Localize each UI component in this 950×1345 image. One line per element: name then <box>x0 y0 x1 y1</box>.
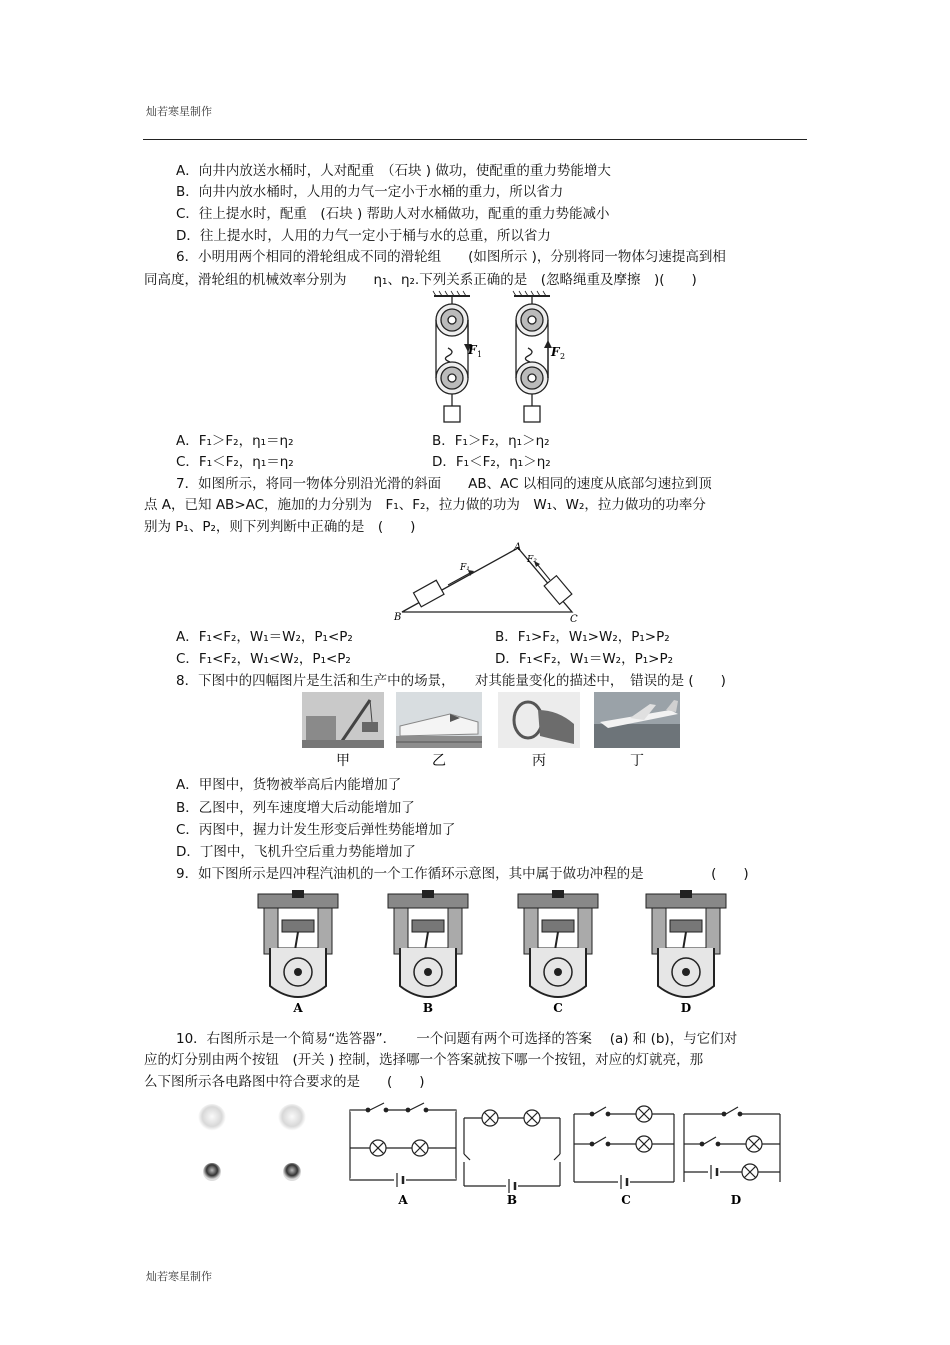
f1-sub: 1 <box>477 350 483 359</box>
circuit-label-b: B <box>506 1193 518 1207</box>
circuit-d <box>684 1107 780 1182</box>
circuit-c <box>574 1106 674 1189</box>
caption-yi: 乙 <box>432 753 446 769</box>
engine-diagram-c <box>518 890 598 997</box>
circuit-b <box>464 1110 560 1193</box>
q6-stem-line2: 同高度，滑轮组的机械效率分别为 η₁、η₂.下列关系正确的是 (忽略绳重及摩擦 )( ) <box>144 272 697 288</box>
scene-crane-photo <box>302 692 384 748</box>
circuit-a <box>350 1103 456 1187</box>
q10-stem-line3: 么下图所示各电路图中符合要求的是 ( ) <box>144 1074 425 1090</box>
circuit-label-a: A <box>398 1193 408 1207</box>
q6-option-a: A．F₁＞F₂，η₁＝η₂ <box>176 433 294 449</box>
circuit-figure <box>180 1098 790 1210</box>
engine-strokes-figure <box>250 890 750 1020</box>
circuit-label-d: D <box>730 1193 742 1207</box>
f2-label: F <box>551 345 560 359</box>
f1-label: F₁ <box>460 563 470 573</box>
engine-label-c: C <box>553 1001 563 1015</box>
pulley-system-right <box>513 291 550 422</box>
engine-diagram-a <box>258 890 338 997</box>
q7-option-b: B．F₁>F₂，W₁>W₂，P₁>P₂ <box>495 629 670 645</box>
scenes-figure <box>300 692 685 770</box>
arrow-f1 <box>448 573 470 585</box>
scene-grip-photo <box>498 692 580 748</box>
engine-label-b: B <box>422 1001 434 1015</box>
q7-option-c: C．F₁<F₂，W₁<W₂，P₁<P₂ <box>176 651 351 667</box>
vertex-b-label: B <box>394 612 402 623</box>
selector-device-picture <box>198 1104 306 1181</box>
q10-stem-line2: 应的灯分别由两个按钮 (开关 ) 控制，选择哪一个答案就按下哪一个按钮，对应的灯就亮，那 <box>144 1052 704 1068</box>
q5-option-d: D．往上提水时，人用的力气一定小于桶与水的总重，所以省力 <box>176 228 551 244</box>
q7-stem-line1: 7．如图所示，将同一物体分别沿光滑的斜面 AB、AC 以相同的速度从底部匀速拉到顶 <box>176 476 712 492</box>
f2-label: F₂ <box>527 555 537 565</box>
q10-stem-line1: 10．右图所示是一个简易“选答器”． 一个问题有两个可选择的答案 (a) 和 (b)，与它们对 <box>176 1031 738 1047</box>
footer-producer: 灿若寒星制作 <box>146 1270 212 1283</box>
caption-bing: 丙 <box>532 753 546 769</box>
caption-jia: 甲 <box>336 753 350 769</box>
q7-option-a: A．F₁<F₂，W₁＝W₂，P₁<P₂ <box>176 629 353 645</box>
q6-stem-line1: 6．小明用两个相同的滑轮组成不同的滑轮组 (如图所示 )，分别将同一物体匀速提高到相 <box>176 249 726 265</box>
header-rule <box>143 139 807 140</box>
q7-stem-line2: 点 A，已知 AB>AC，施加的力分别为 F₁、F₂，拉力做的功为 W₁、W₂，拉力做功的功率分 <box>144 497 706 513</box>
pulley-system-left <box>433 291 470 422</box>
engine-diagram-d <box>646 890 726 997</box>
q8-option-b: B．乙图中，列车速度增大后动能增加了 <box>176 800 415 816</box>
q5-option-a: A．向井内放送水桶时，人对配重 （石块 ) 做功，使配重的重力势能增大 <box>176 163 611 179</box>
q6-option-d: D．F₁＜F₂，η₁＞η₂ <box>432 454 551 470</box>
block-on-ac <box>544 576 572 605</box>
vertex-a-label: A <box>514 542 522 553</box>
vertex-c-label: C <box>570 614 578 625</box>
q6-option-b: B．F₁＞F₂，η₁＞η₂ <box>432 433 550 449</box>
header-producer: 灿若寒星制作 <box>146 105 212 118</box>
scene-airplane-photo <box>594 692 680 748</box>
incline-figure <box>390 540 590 625</box>
q9-stem-line1: 9．如下图所示是四冲程汽油机的一个工作循环示意图，其中属于做功冲程的是 ( ) <box>176 866 749 882</box>
q7-option-d: D．F₁<F₂，W₁＝W₂，P₁>P₂ <box>495 651 673 667</box>
f2-sub: 2 <box>560 352 566 361</box>
caption-ding: 丁 <box>630 753 644 769</box>
q5-option-b: B．向井内放水桶时，人用的力气一定小于水桶的重力，所以省力 <box>176 184 564 200</box>
pulley-figure <box>420 290 570 430</box>
q8-stem-line1: 8．下图中的四幅图片是生活和生产中的场景， 对其能量变化的描述中， 错误的是 ( ) <box>176 673 726 689</box>
q8-option-d: D．丁图中，飞机升空后重力势能增加了 <box>176 844 416 860</box>
engine-label-d: D <box>680 1001 692 1015</box>
q5-option-c: C．往上提水时，配重 (石块 ) 帮助人对水桶做功，配重的重力势能减小 <box>176 206 610 222</box>
engine-diagram-b <box>388 890 468 997</box>
scene-train-photo <box>396 692 482 748</box>
engine-label-a: A <box>293 1001 303 1015</box>
q8-option-a: A．甲图中，货物被举高后内能增加了 <box>176 777 402 793</box>
circuit-label-c: C <box>621 1193 631 1207</box>
q7-stem-line3: 别为 P₁、P₂，则下列判断中正确的是 ( ) <box>144 519 416 535</box>
q8-option-c: C．丙图中，握力计发生形变后弹性势能增加了 <box>176 822 456 838</box>
f1-label: F <box>468 343 477 357</box>
q6-option-c: C．F₁＜F₂，η₁＝η₂ <box>176 454 294 470</box>
